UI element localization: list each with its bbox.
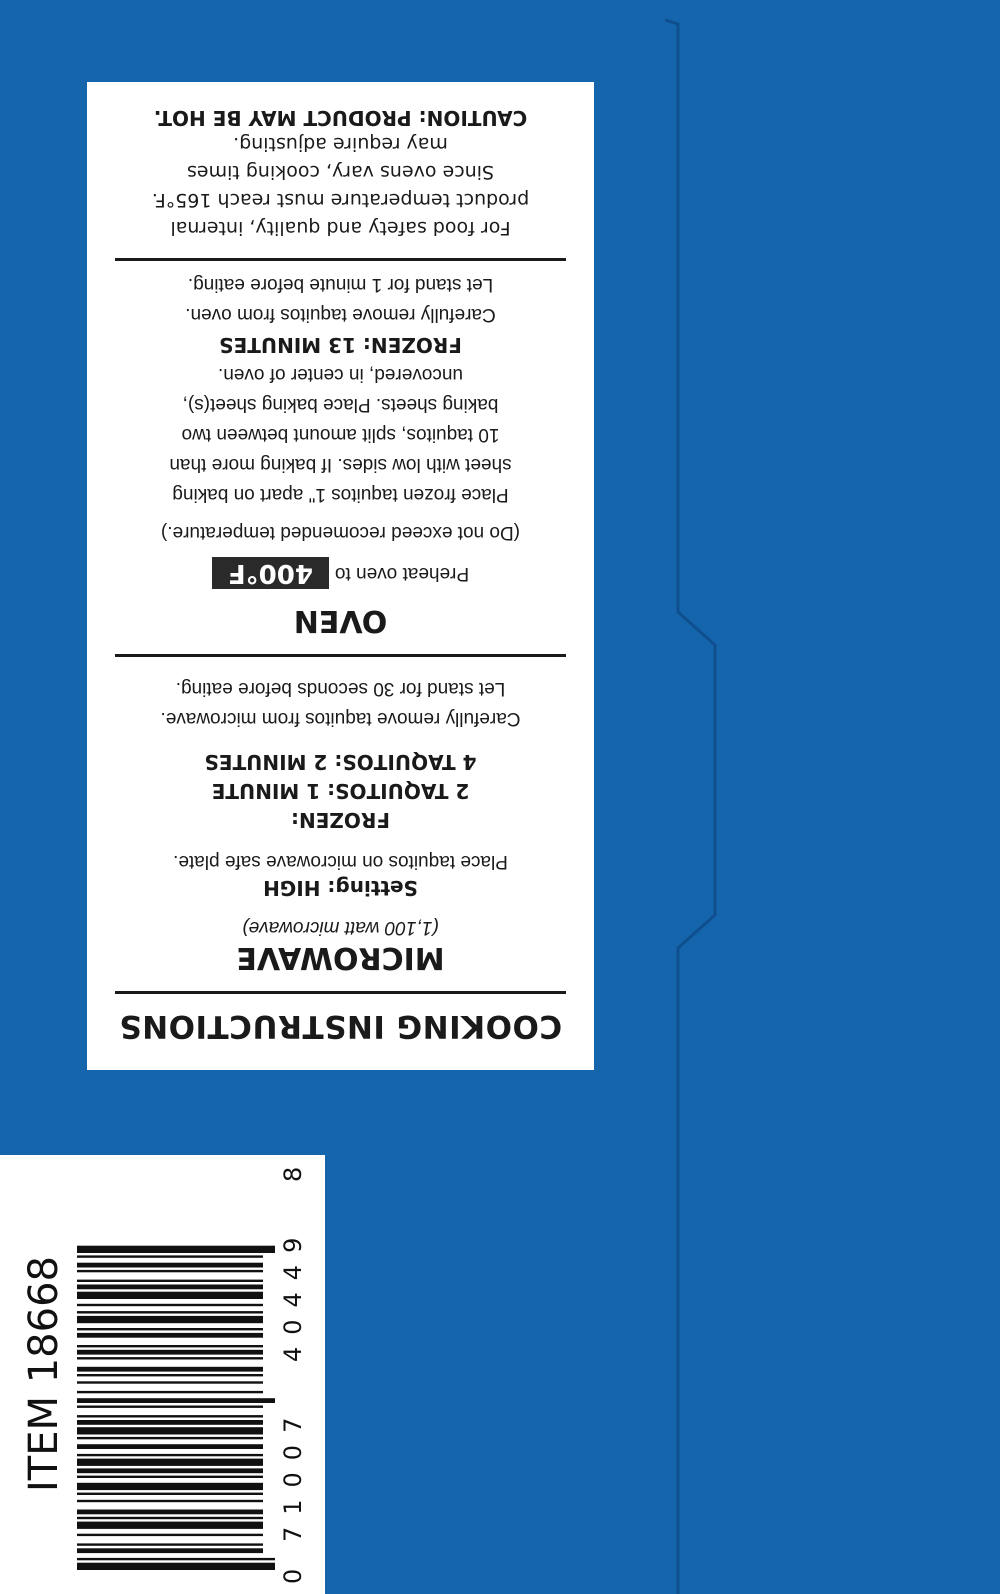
barcode-bars: [77, 1174, 275, 1574]
oven-step-line: Place frozen taquitos 1" apart on baking: [172, 484, 509, 505]
divider: [115, 654, 566, 657]
barcode-bar: [77, 1543, 263, 1545]
barcode-bar: [77, 1444, 263, 1449]
barcode-bar: [77, 1437, 263, 1439]
barcode-bar: [77, 1415, 263, 1417]
safety-line: may require adjusting.: [233, 133, 448, 155]
barcode-digits-left: 71007: [279, 1405, 307, 1542]
oven-frozen-time: FROZEN: 13 MINUTES: [219, 333, 462, 357]
barcode-bar: [77, 1292, 263, 1299]
oven-step-line: baking sheets. Place baking sheet(s),: [182, 394, 499, 415]
microwave-time-4: 4 TAQUITOS: 2 MINUTES: [204, 750, 477, 774]
barcode-bar: [77, 1427, 263, 1434]
barcode-bar: [77, 1468, 263, 1473]
microwave-wattage: (1,100 watt microwave): [242, 917, 439, 938]
barcode-bar: [77, 1246, 275, 1253]
barcode-bar: [77, 1483, 263, 1490]
barcode-bar: [77, 1510, 263, 1515]
barcode-bar: [77, 1500, 263, 1502]
barcode-bar: [77, 1454, 263, 1456]
barcode-bar: [77, 1270, 263, 1272]
barcode-bar: [77, 1381, 263, 1383]
barcode-digit-last: 8: [279, 1166, 307, 1182]
microwave-times: [115, 747, 566, 834]
safety-line: Since ovens vary, cooking times: [186, 161, 495, 183]
oven-step-line: 10 taquitos, split amount between two: [181, 424, 500, 445]
oven-stand: Let stand for 1 minute before eating.: [187, 274, 494, 295]
barcode-bar: [77, 1345, 263, 1347]
barcode-bar: [77, 1459, 263, 1466]
microwave-setting: Setting: HIGH: [263, 876, 418, 900]
microwave-section: [115, 673, 566, 975]
safety-section: [115, 106, 566, 242]
barcode-bar: [77, 1476, 263, 1478]
label-title: COOKING INSTRUCTIONS: [118, 1008, 563, 1044]
barcode-digits-right: 40449: [279, 1225, 307, 1362]
barcode-bar: [77, 1374, 263, 1376]
barcode-bar: [77, 1522, 263, 1529]
divider: [115, 991, 566, 994]
oven-step-line: uncovered, in center of oven.: [217, 364, 464, 385]
microwave-step: Place taquitos on microwave safe plate.: [173, 851, 508, 872]
barcode-bar: [77, 1367, 263, 1372]
cooking-instructions-label: [87, 82, 594, 1070]
barcode-bar: [77, 1398, 275, 1403]
barcode-bar: [77, 1357, 263, 1359]
item-number: ITEM 18668: [21, 1256, 67, 1492]
oven-step-line: sheet with low sides. If baking more than: [169, 454, 512, 475]
barcode-bar: [77, 1534, 263, 1536]
oven-section: [115, 269, 566, 638]
barcode-bar: [77, 1280, 263, 1282]
barcode-bar: [77, 1558, 275, 1560]
barcode-bar: [77, 1263, 263, 1268]
barcode-bar: [77, 1548, 263, 1553]
oven-preheat-text: Preheat oven to: [334, 563, 470, 584]
oven-temperature-badge: 400°F: [212, 557, 329, 589]
barcode-rotated: [7, 1164, 317, 1584]
microwave-remove: Carefully remove taquitos from microwave.: [160, 708, 521, 729]
barcode-bar: [77, 1304, 263, 1306]
barcode-label: [0, 1155, 325, 1594]
barcode-bar: [77, 1563, 275, 1570]
barcode-bar: [77, 1285, 263, 1290]
oven-remove: Carefully remove taquitos from oven.: [185, 304, 496, 325]
barcode-bar: [77, 1350, 263, 1355]
barcode-bar: [77, 1517, 263, 1519]
microwave-time-2: 2 TAQUITOS: 1 MINUTE: [211, 779, 470, 803]
barcode-bar: [77, 1311, 263, 1313]
divider: [115, 258, 566, 261]
microwave-heading: MICROWAVE: [236, 940, 445, 975]
barcode-digit-first: 0: [279, 1568, 307, 1584]
oven-heading: OVEN: [293, 603, 388, 638]
oven-preheat: [115, 557, 566, 589]
safety-line: For food safety and quality, internal: [170, 217, 511, 239]
barcode-bar: [77, 1316, 263, 1323]
microwave-stand: Let stand for 30 seconds before eating.: [175, 678, 506, 699]
oven-warning: (Do not exceed recomended temperature.): [160, 522, 521, 543]
barcode-digits: [279, 1164, 309, 1584]
barcode-bar: [77, 1255, 263, 1257]
barcode-bar: [77, 1391, 263, 1393]
barcode-bar: [77, 1493, 263, 1495]
barcode-bar: [77, 1333, 263, 1338]
caution-text: CAUTION: PRODUCT MAY BE HOT.: [153, 106, 528, 130]
barcode-bar: [77, 1406, 263, 1408]
microwave-frozen-label: FROZEN:: [291, 808, 390, 832]
barcode-bar: [77, 1420, 263, 1425]
barcode-bar: [77, 1328, 263, 1330]
safety-line: product temperature must reach 165°F.: [151, 189, 530, 211]
